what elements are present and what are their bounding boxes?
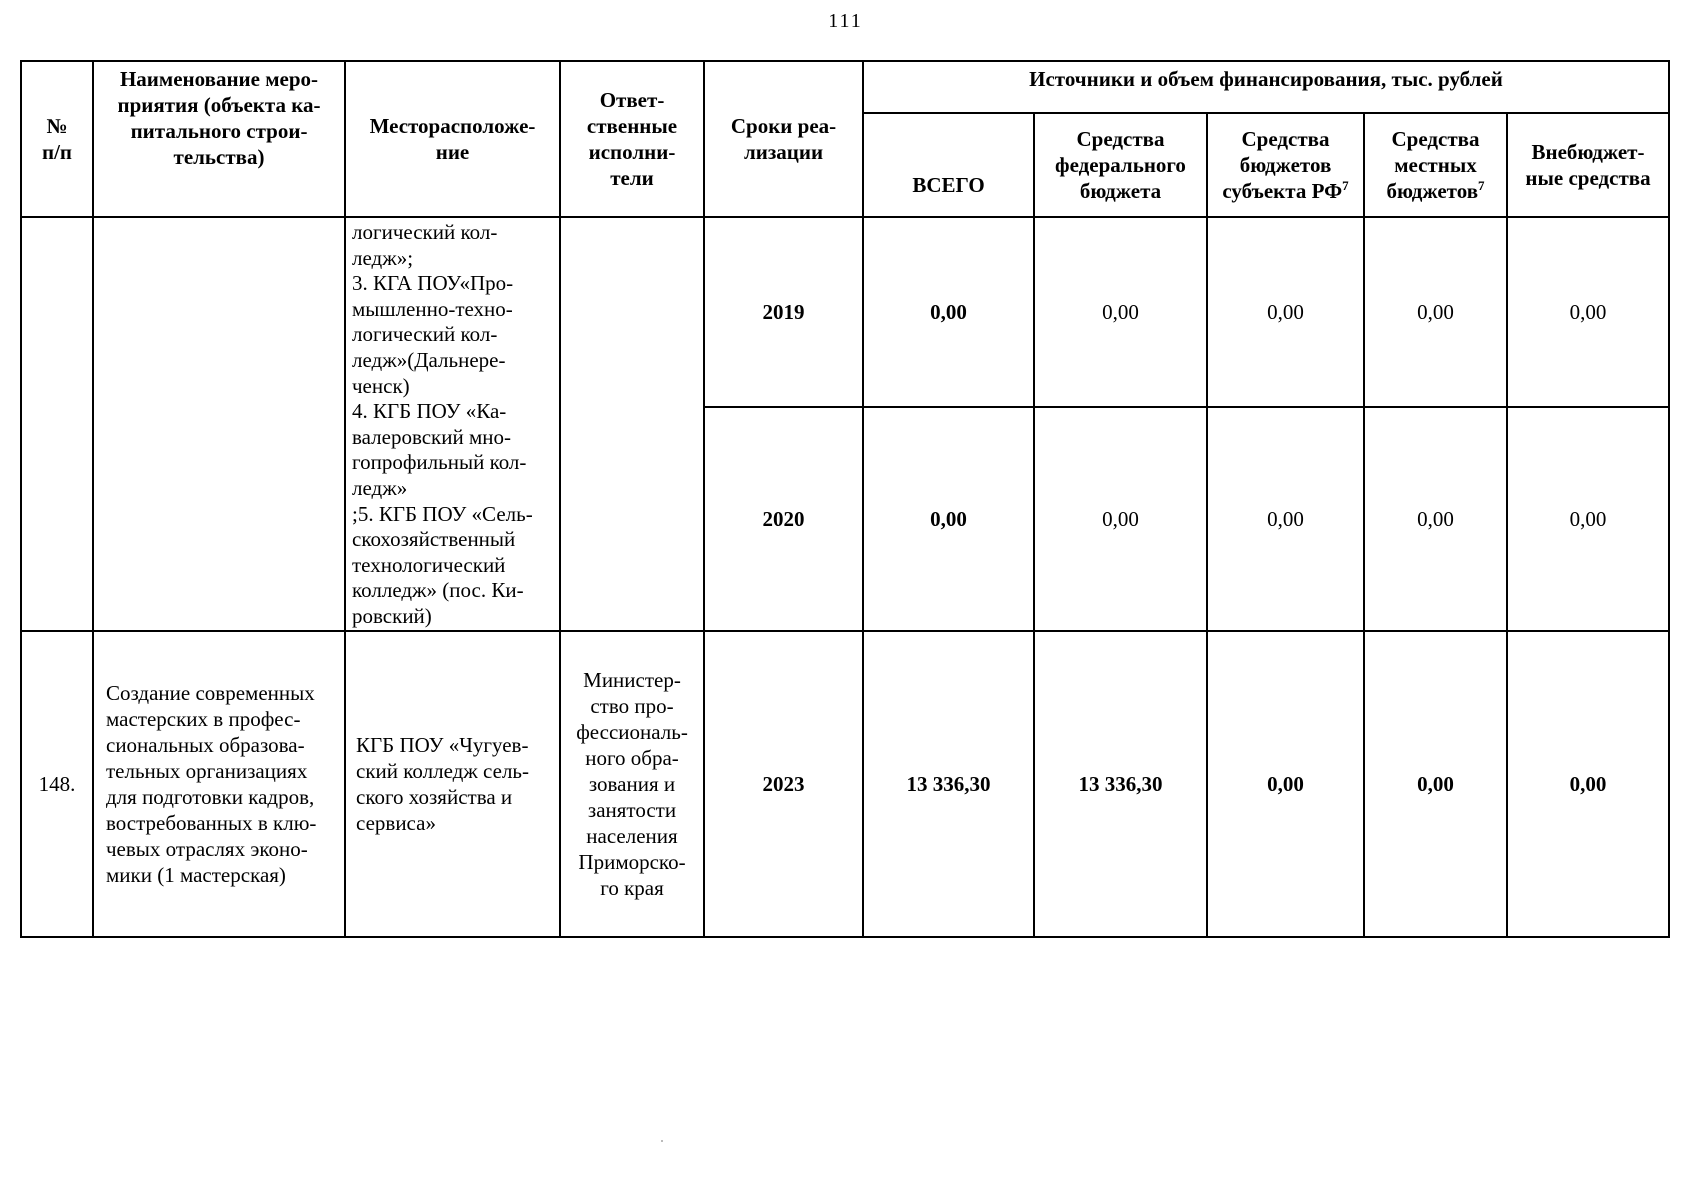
cell-local: 0,00: [1364, 407, 1507, 631]
cell-number-empty: [21, 217, 93, 631]
cell-year: 2020: [704, 407, 863, 631]
cell-responsible: Министер- ство про- фессиональ- ного обра- зования и занятости населения Приморско- го края: [560, 631, 704, 937]
col-header-responsible: Ответ- ственные исполни- тели: [560, 61, 704, 217]
cell-year: 2023: [704, 631, 863, 937]
cell-extrabudget: 0,00: [1507, 217, 1669, 407]
cell-federal: 13 336,30: [1034, 631, 1207, 937]
col-header-total: ВСЕГО: [863, 113, 1034, 217]
col-header-extrabudget: Внебюджет- ные средства: [1507, 113, 1669, 217]
cell-extrabudget: 0,00: [1507, 407, 1669, 631]
cell-name: Создание современных мастерских в профес- сиональных образова- тельных организациях для подготовки кадров, востребованных в клю- чевых отраслях эконо- мики (1 мастерская): [93, 631, 345, 937]
col-header-subject: Средства бюджетов субъекта $РФ^7$: [1207, 113, 1364, 217]
cell-responsible-empty: [560, 217, 704, 631]
page-number: 111: [828, 10, 863, 32]
cell-total: 0,00: [863, 217, 1034, 407]
cell-subject: 0,00: [1207, 407, 1364, 631]
cell-number: 148.: [21, 631, 93, 937]
col-header-number: № п/п: [21, 61, 93, 217]
cell-name-empty: [93, 217, 345, 631]
cell-local: 0,00: [1364, 631, 1507, 937]
cell-location-continuation: логический кол- ледж»; 3. КГА ПОУ«Про- мышленно-техно- логический кол- ледж»(Дальнере- ченск) 4. КГБ ПОУ «Ка- валеровский мно- гопрофильный кол- ледж» ;5. КГБ ПОУ «Сель- скохозяйственный технологический колледж» (пос. Ки- ровский): [345, 217, 560, 631]
cell-federal: 0,00: [1034, 407, 1207, 631]
cell-total: 0,00: [863, 407, 1034, 631]
cell-local: 0,00: [1364, 217, 1507, 407]
table-row: [21, 631, 1669, 937]
cell-year: 2019: [704, 217, 863, 407]
table-row: [21, 217, 1669, 407]
cell-subject: 0,00: [1207, 217, 1364, 407]
cell-federal: 0,00: [1034, 217, 1207, 407]
col-header-funding-group: Источники и объем финансирования, тыс. рублей: [863, 61, 1669, 113]
col-header-location: Месторасположе- ние: [345, 61, 560, 217]
cell-subject: 0,00: [1207, 631, 1364, 937]
col-header-federal: Средства федерального бюджета: [1034, 113, 1207, 217]
col-header-local: Средства местных бюджетов$^7$: [1364, 113, 1507, 217]
cell-total: 13 336,30: [863, 631, 1034, 937]
col-header-terms: Сроки реа- лизации: [704, 61, 863, 217]
cell-extrabudget: 0,00: [1507, 631, 1669, 937]
col-header-name: Наименование меро- приятия (объекта ка- питального строи- тельства): [93, 61, 345, 217]
scan-speck: [661, 1140, 663, 1142]
cell-location: КГБ ПОУ «Чугуев- ский колледж сель- ского хозяйства и сервиса»: [345, 631, 560, 937]
financing-table: [20, 60, 1670, 938]
header-row-1: [21, 61, 1669, 113]
